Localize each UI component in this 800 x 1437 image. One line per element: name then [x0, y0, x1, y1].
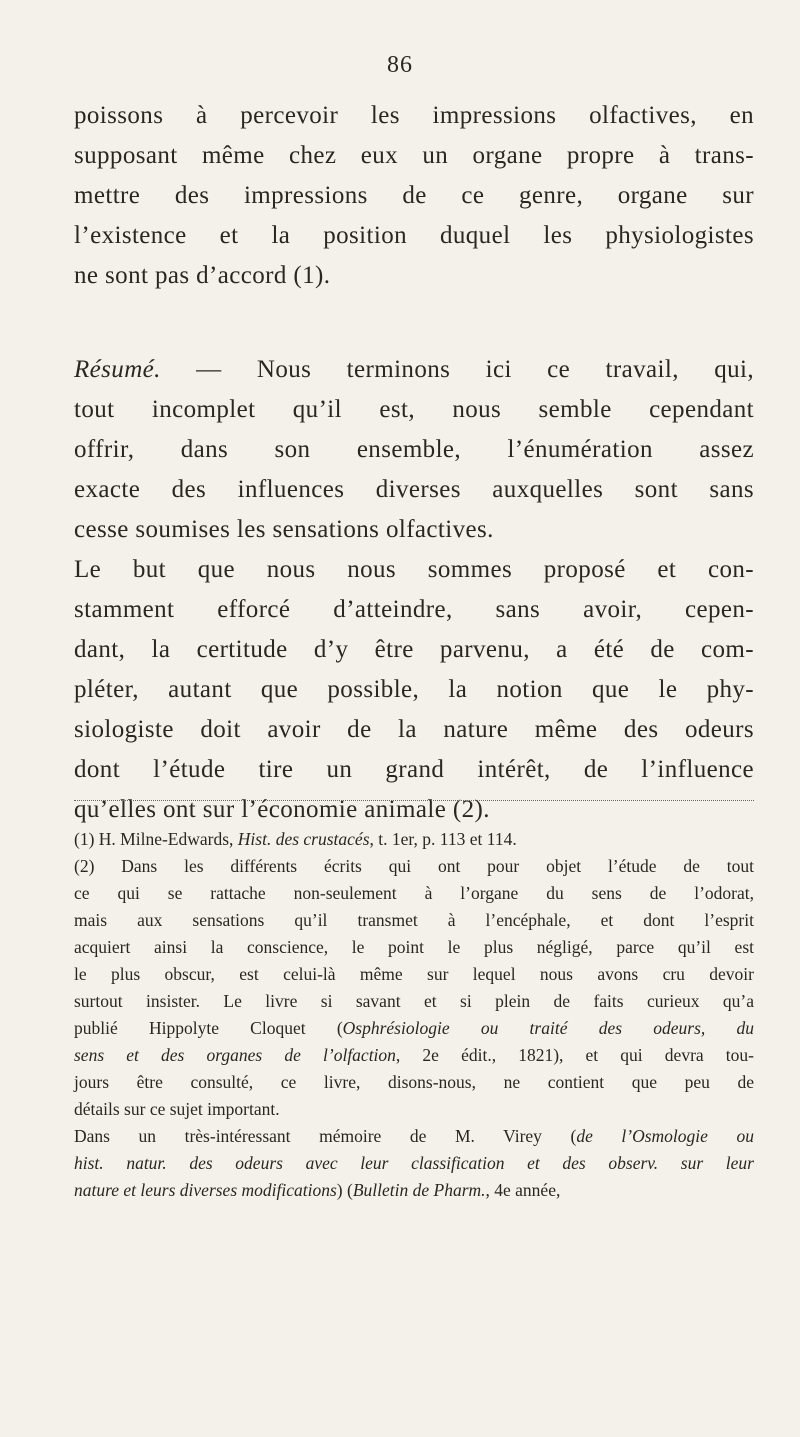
footnote-line [74, 1123, 754, 1150]
text-line: l’existence et la position duquel les physiologistes [74, 222, 754, 249]
footnote-line [74, 1015, 754, 1042]
footnote-line: jours être consulté, ce livre, disons-nous, ne contient que peu de [74, 1072, 754, 1092]
footnote-citation: Osphrésiologie ou traité des odeurs, du [342, 1018, 754, 1038]
text-line: dont l’étude tire un grand intérêt, de l’influence [74, 756, 754, 783]
text-line [74, 350, 754, 390]
text-line: Le but que nous nous sommes proposé et con- [74, 556, 754, 583]
footnote-line: détails sur ce sujet important. [74, 1099, 280, 1119]
text-line: poissons à percevoir les impressions olfactives, en [74, 102, 754, 129]
footnote-citation: de l’Osmologie ou [576, 1126, 754, 1146]
footnote-1-author: (1) H. Milne-Edwards, [74, 829, 238, 849]
text-line: stamment efforcé d’atteindre, sans avoir, cepen- [74, 596, 754, 623]
footnote-line: ce qui se rattache non-seulement à l’organe du sens de l’odorat, [74, 883, 754, 903]
footnote-text: publié Hippolyte Cloquet ( [74, 1018, 343, 1038]
footnote-citation: nature et leurs diverses modifications [74, 1180, 337, 1200]
footnote-1-pages: , t. 1er, p. 113 et 114. [369, 829, 517, 849]
text-line: siologiste doit avoir de la nature même des odeurs [74, 716, 754, 743]
text-line: mettre des impressions de ce genre, organe sur [74, 182, 754, 209]
footnote-line: acquiert ainsi la conscience, le point le plus négligé, parce qu’il est [74, 937, 754, 957]
footnote-text: , 4e année, [485, 1180, 561, 1200]
footnote-line [74, 1042, 754, 1069]
footnote-citation: hist. natur. des odeurs avec leur classification et des observ. sur leur [74, 1153, 754, 1173]
footnote-text: , 2e édit., 1821), et qui devra tou- [395, 1045, 754, 1065]
resume-label: Résumé. [74, 356, 161, 383]
text-line: exacte des influences diverses auxquelles sont sans [74, 476, 754, 503]
footnote-line [74, 1150, 754, 1177]
footnote-1 [74, 826, 754, 853]
text-line: tout incomplet qu’il est, nous semble cependant [74, 396, 754, 423]
footnote-line: surtout insister. Le livre si savant et si plein de faits curieux qu’a [74, 991, 754, 1011]
footnote-1-title: Hist. des crustacés [237, 829, 370, 849]
footnotes [74, 826, 754, 1204]
footnote-line: mais aux sensations qu’il transmet à l’encéphale, et dont l’esprit [74, 910, 754, 930]
text-line: pléter, autant que possible, la notion que le phy- [74, 676, 754, 703]
footnote-text: Dans un très-intéressant mémoire de M. Virey ( [74, 1126, 577, 1146]
footnote-line [74, 1177, 754, 1204]
footnote-line: (2) Dans les différents écrits qui ont pour objet l’étude de tout [74, 856, 754, 876]
footnote-divider [74, 800, 754, 801]
text-line: qu’elles ont sur l’économie animale (2). [74, 796, 490, 823]
resume-first-line: — Nous terminons ici ce travail, qui, [160, 356, 754, 383]
footnote-line: le plus obscur, est celui-là même sur lequel nous avons cru devoir [74, 964, 754, 984]
text-line: offrir, dans son ensemble, l’énumération assez [74, 436, 754, 463]
paragraph-purpose [74, 550, 754, 830]
text-line: cesse soumises les sensations olfactives. [74, 516, 494, 543]
footnote-text: ) ( [336, 1180, 353, 1200]
text-line: supposant même chez eux un organe propre à trans- [74, 142, 754, 169]
paragraph-resume [74, 350, 754, 550]
paragraph-olfactory-organ [74, 96, 754, 296]
footnote-citation: sens et des organes de l’olfaction [74, 1045, 396, 1065]
footnote-citation: Bulletin de Pharm. [352, 1180, 486, 1200]
text-line: ne sont pas d’accord (1). [74, 262, 331, 289]
text-line: dant, la certitude d’y être parvenu, a été de com- [74, 636, 754, 663]
page-number: 86 [387, 52, 413, 78]
